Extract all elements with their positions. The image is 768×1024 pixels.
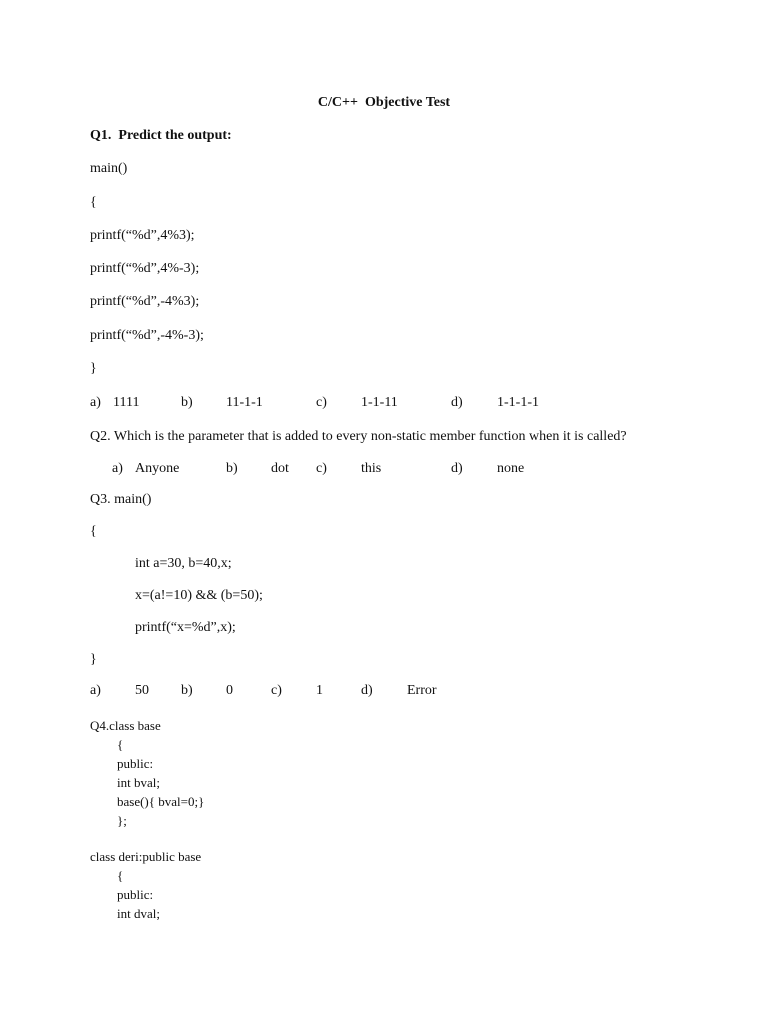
q1-option-d-label: d) [451, 395, 463, 410]
q2-option-b-text: dot [271, 461, 289, 476]
q3-code-line: x=(a!=10) && (b=50); [135, 588, 263, 603]
q2-option-b-label: b) [226, 461, 238, 476]
q4-derived-line: int dval; [117, 906, 160, 921]
document-title: C/C++ Objective Test [317, 95, 451, 110]
q1-code-line: printf(“%d”,-4%3); [90, 294, 200, 309]
q4-derived-line: public: [117, 887, 154, 902]
q3-option-b-label: b) [181, 683, 193, 698]
q1-option-a-text: 1111 [113, 395, 140, 410]
q4-base-line: base(){ bval=0;} [117, 794, 205, 809]
q1-code-line: { [90, 195, 97, 210]
q1-option-a-label: a) [90, 395, 101, 410]
q3-heading: Q3. main() [90, 492, 152, 507]
q1-option-c-text: 1-1-11 [361, 395, 398, 410]
q1-code-line: main() [90, 161, 128, 176]
q2-option-d-label: d) [451, 461, 463, 476]
q1-option-c-label: c) [316, 395, 327, 410]
q1-code-line: } [90, 361, 97, 376]
q4-base-line: { [117, 737, 124, 752]
q1-option-d-text: 1-1-1-1 [497, 395, 539, 410]
q2-option-a-text: Anyone [135, 461, 180, 476]
q4-derived-line: { [117, 868, 124, 883]
q1-option-b-text: 11-1-1 [226, 395, 263, 410]
q3-option-c-label: c) [271, 683, 282, 698]
q4-base-line: public: [117, 756, 154, 771]
q1-code-line: printf(“%d”,-4%-3); [90, 328, 204, 343]
q3-option-d-text: Error [407, 683, 437, 698]
q3-code-line: int a=30, b=40,x; [135, 556, 232, 571]
q3-code-line: printf(“x=%d”,x); [135, 620, 236, 635]
q3-option-d-label: d) [361, 683, 373, 698]
q1-heading: Q1. Predict the output: [90, 128, 232, 143]
q2-question: Q2. Which is the parameter that is added to every non-static member function when it is called? [90, 429, 627, 444]
q2-option-a-label: a) [112, 461, 123, 476]
q4-derived-heading: class deri:public base [90, 849, 202, 864]
q2-option-c-label: c) [316, 461, 327, 476]
q3-option-c-text: 1 [316, 683, 323, 698]
q2-option-d-text: none [497, 461, 525, 476]
q2-option-c-text: this [361, 461, 382, 476]
q1-code-line: printf(“%d”,4%3); [90, 228, 195, 243]
q4-base-line: }; [117, 813, 127, 828]
q3-option-a-label: a) [90, 683, 101, 698]
q1-code-line: printf(“%d”,4%-3); [90, 261, 200, 276]
q4-base-line: int bval; [117, 775, 160, 790]
q3-option-a-text: 50 [135, 683, 149, 698]
q1-option-b-label: b) [181, 395, 193, 410]
q4-heading: Q4.class base [90, 718, 161, 733]
q3-option-b-text: 0 [226, 683, 233, 698]
q3-close-brace: } [90, 652, 97, 667]
q3-open-brace: { [90, 524, 97, 539]
